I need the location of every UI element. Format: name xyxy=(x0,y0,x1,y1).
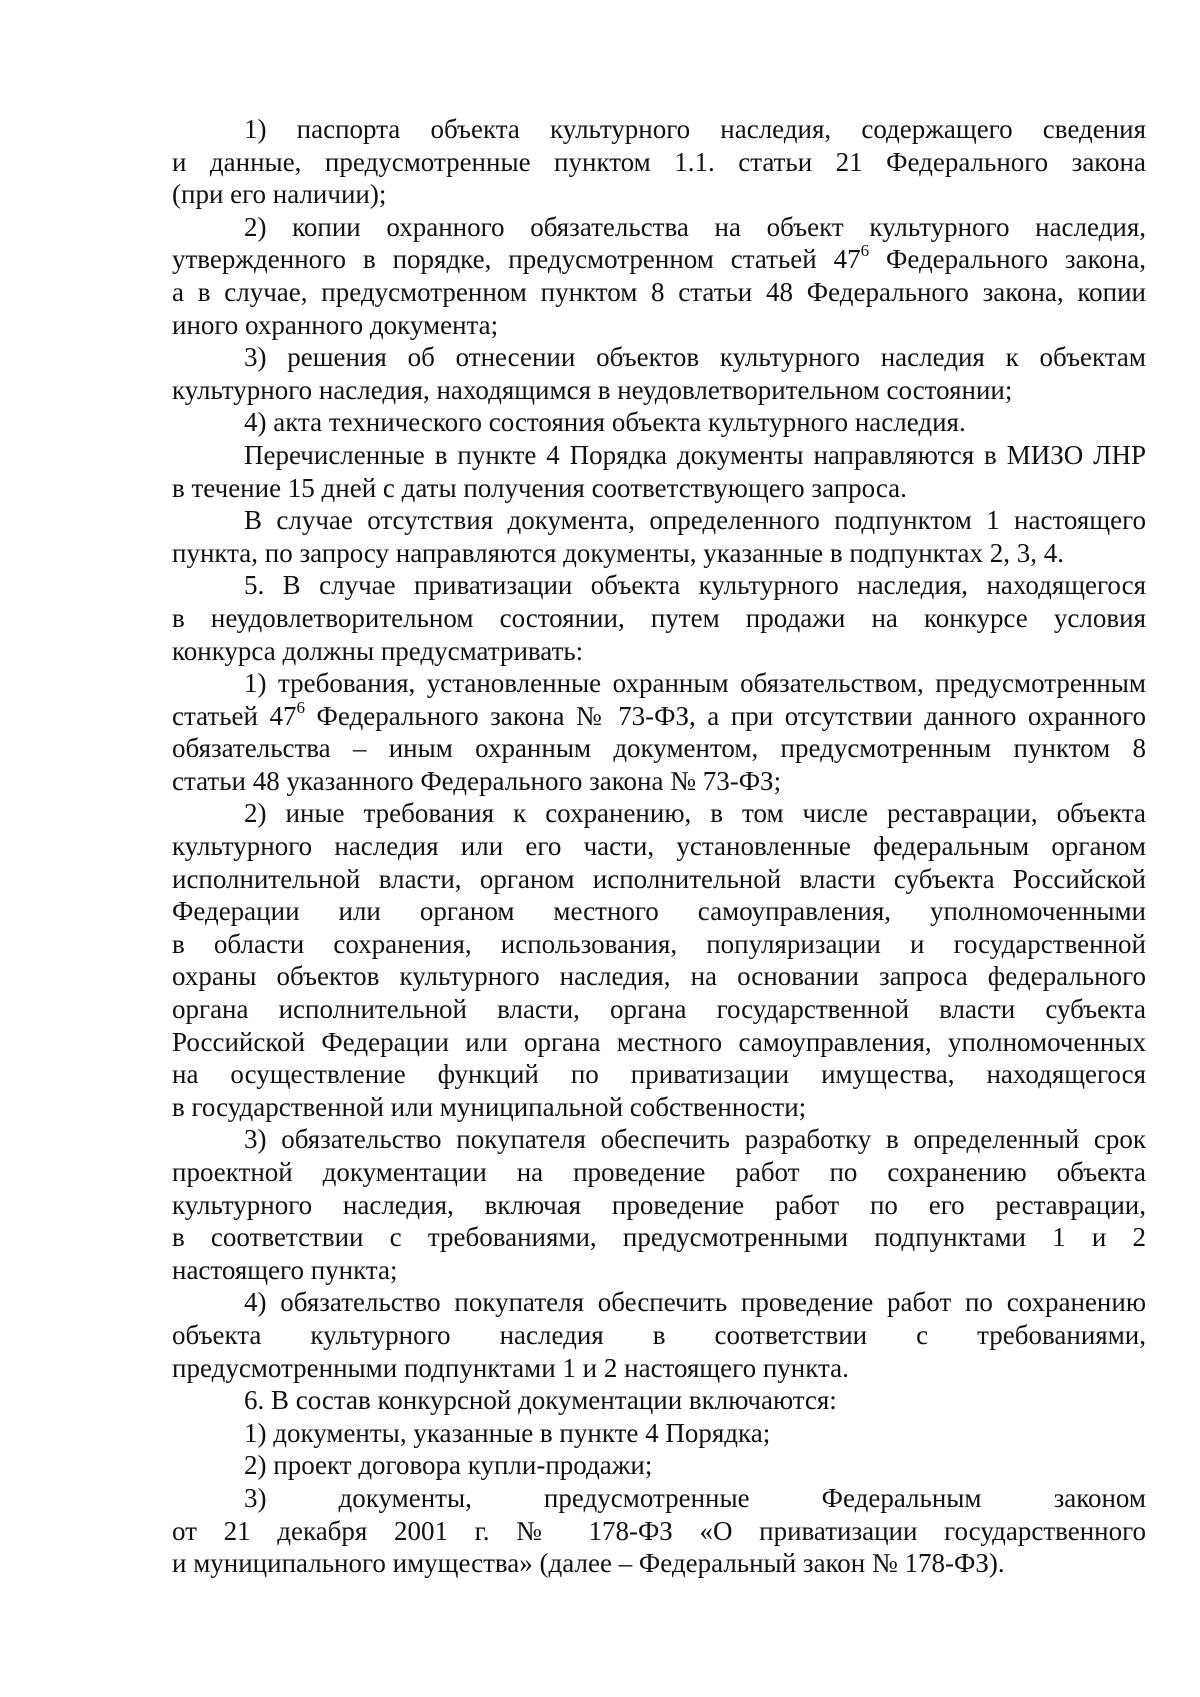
text-line: 2) копии охранного обязательства на объект культурного наследия, xyxy=(244,211,1146,242)
text-line: от 21 декабря 2001 г. № 178-ФЗ «О приватизации государственного xyxy=(172,1515,1146,1546)
text-line: Федерации или органом местного самоуправления, уполномоченными xyxy=(172,896,1146,927)
paragraph-8 xyxy=(172,667,1146,797)
text-line: В случае отсутствия документа, определенного подпунктом 1 настоящего xyxy=(244,505,1146,536)
text-line: 1) требования, установленные охранным обязательством, предусмотренным xyxy=(244,668,1146,699)
text-line: культурного наследия, включая проведение работ по его реставрации, xyxy=(172,1189,1146,1220)
text-line: 2) иные требования к сохранению, в том числе реставрации, объекта xyxy=(244,798,1146,829)
paragraph-9 xyxy=(172,797,1146,1123)
text-line: на осуществление функций по приватизации имущества, находящегося xyxy=(172,1059,1146,1090)
text-line: проектной документации на проведение работ по сохранению объекта xyxy=(172,1157,1146,1187)
text-line: органа исполнительной власти, органа государственной власти субъекта xyxy=(172,994,1146,1025)
paragraph-7 xyxy=(172,569,1146,667)
text-line: (при его наличии); xyxy=(172,179,387,210)
text-line: 5. В случае приватизации объекта культурного наследия, находящегося xyxy=(244,570,1146,601)
text-line: 3) решения об отнесении объектов культурного наследия к объектам xyxy=(244,342,1146,373)
text-line: 1) документы, указанные в пункте 4 Порядка; xyxy=(244,1417,771,1448)
text-line: охраны объектов культурного наследия, на основании запроса федерального xyxy=(172,961,1146,992)
text-line: 4) обязательство покупателя обеспечить проведение работ по сохранению xyxy=(244,1287,1146,1318)
text-line: Российской Федерации или органа местного самоуправления, уполномоченных xyxy=(172,1026,1146,1057)
paragraph-5 xyxy=(172,439,1146,504)
text-line: 6. В состав конкурсной документации включаются: xyxy=(244,1385,837,1416)
text-fragment: Федерального закона, xyxy=(869,244,1146,275)
text-line: статьи 48 указанного Федерального закона № 73-ФЗ; xyxy=(172,765,782,796)
paragraph-2 xyxy=(172,211,1146,341)
text-line: в течение 15 дней с даты получения соответствующего запроса. xyxy=(172,472,907,503)
text-fragment: статьей 47 xyxy=(172,700,297,731)
text-line: а в случае, предусмотренном пунктом 8 статьи 48 Федерального закона, копии xyxy=(172,276,1146,307)
text-line: объекта культурного наследия в соответствии с требованиями, xyxy=(172,1319,1146,1350)
paragraph-11 xyxy=(172,1286,1146,1384)
paragraph-1 xyxy=(172,113,1146,211)
text-line: и данные, предусмотренные пунктом 1.1. статьи 21 Федерального закона xyxy=(172,146,1146,177)
text-line: и муниципального имущества» (далее – Федеральный закон № 178-ФЗ). xyxy=(172,1548,1005,1579)
superscript: 6 xyxy=(296,697,305,717)
paragraph-6 xyxy=(172,504,1146,569)
text-line: исполнительной власти, органом исполнительной власти субъекта Российской xyxy=(172,863,1146,894)
text-line: 3) документы, предусмотренные Федеральным законом xyxy=(244,1482,1146,1513)
text-line: иного охранного документа; xyxy=(172,309,499,340)
text-line: 2) проект договора купли-продажи; xyxy=(244,1450,653,1481)
text-line: обязательства – иным охранным документом, предусмотренным пунктом 8 xyxy=(172,733,1146,764)
paragraph-10 xyxy=(172,1123,1146,1286)
text-line: настоящего пункта; xyxy=(172,1254,398,1285)
paragraph-14 xyxy=(172,1449,1146,1482)
document-page xyxy=(172,113,1146,1580)
text-line: 3) обязательство покупателя обеспечить разработку в определенный срок xyxy=(244,1124,1146,1155)
superscript: 6 xyxy=(860,241,870,261)
paragraph-12 xyxy=(172,1384,1146,1417)
paragraph-15 xyxy=(172,1482,1146,1580)
text-line: в соответствии с требованиями, предусмотренными подпунктами 1 и 2 xyxy=(172,1222,1146,1253)
text-line: 1) паспорта объекта культурного наследия, содержащего сведения xyxy=(244,114,1146,144)
text-line xyxy=(172,243,1146,276)
text-line: Перечисленные в пункте 4 Порядка документы направляются в МИЗО ЛНР xyxy=(244,439,1146,470)
text-line: предусмотренными подпунктами 1 и 2 настоящего пункта. xyxy=(172,1352,849,1383)
text-line: в государственной или муниципальной собственности; xyxy=(172,1091,807,1122)
paragraph-4 xyxy=(172,406,1146,439)
text-line xyxy=(172,697,1146,733)
text-line: пункта, по запросу направляются документы, указанные в подпунктах 2, 3, 4. xyxy=(172,537,1065,568)
paragraph-3 xyxy=(172,341,1146,406)
text-line: в неудовлетворительном состоянии, путем продажи на конкурсе условия xyxy=(172,602,1146,633)
paragraph-13 xyxy=(172,1417,1146,1450)
text-line: культурного наследия или его части, установленные федеральным органом xyxy=(172,831,1146,862)
text-line: конкурса должны предусматривать: xyxy=(172,635,584,666)
text-fragment: утвержденного в порядке, предусмотренном статьей 47 xyxy=(172,244,861,275)
text-line: культурного наследия, находящимся в неудовлетворительном состоянии; xyxy=(172,374,1013,405)
text-line: 4) акта технического состояния объекта культурного наследия. xyxy=(244,407,966,438)
text-line: в области сохранения, использования, популяризации и государственной xyxy=(172,928,1146,959)
text-fragment: Федерального закона № 73-ФЗ, а при отсутствии данного охранного xyxy=(305,700,1146,731)
